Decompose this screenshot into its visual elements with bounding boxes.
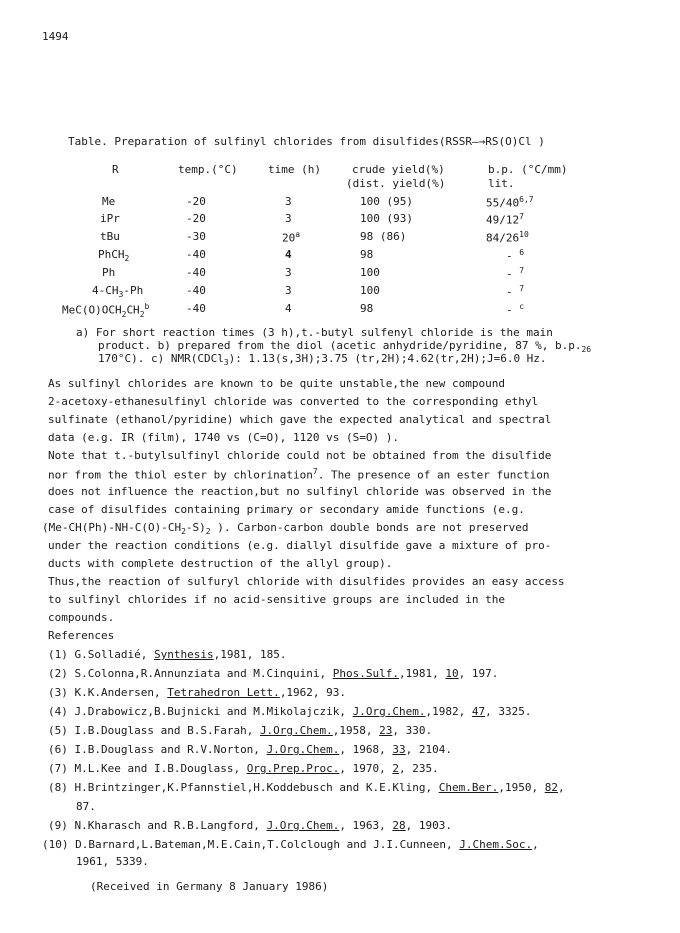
cell-temp: -40 bbox=[186, 302, 206, 315]
reference-item: (4) J.Drabowicz,B.Bujnicki and M.Mikolajczik, J.Org.Chem.,1982, 47, 3325. bbox=[48, 705, 532, 718]
cell-temp: -20 bbox=[186, 195, 206, 208]
cell-yield: 100 bbox=[360, 266, 380, 279]
cell-bp: - $^6$ bbox=[506, 248, 525, 263]
cell-r: $MeC(O)OCH_2CH_2^b$ bbox=[62, 302, 150, 319]
header-r: R bbox=[112, 163, 119, 176]
reference-item: (10) D.Barnard,L.Bateman,M.E.Cain,T.Colclough and J.I.Cunneen, J.Chem.Soc., bbox=[42, 838, 539, 851]
cell-bp: - $^7$ bbox=[506, 284, 525, 299]
body-line: ducts with complete destruction of the allyl group). bbox=[48, 557, 393, 570]
body-line: under the reaction conditions (e.g. diallyl disulfide gave a mixture of pro- bbox=[48, 539, 552, 552]
body-line: compounds. bbox=[48, 611, 115, 624]
body-line: $(Me-CH(Ph)-NH-C(O)-CH_2-S)_2$ ). Carbon-carbon double bonds are not preserved bbox=[42, 521, 529, 537]
page-number: 1494 bbox=[42, 30, 69, 43]
body-line: As sulfinyl chlorides are known to be quite unstable,the new compound bbox=[48, 377, 505, 390]
cell-r: $4-CH_3-Ph$ bbox=[92, 284, 144, 300]
cell-bp: $49/12^7$ bbox=[486, 212, 524, 227]
cell-time: 4 bbox=[285, 248, 292, 261]
cell-yield: 100 (93) bbox=[360, 212, 413, 225]
body-line: Thus,the reaction of sulfuryl chloride with disulfides provides an easy access bbox=[48, 575, 565, 588]
cell-yield: 100 bbox=[360, 284, 380, 297]
header-bp: b.p. (°C/mm) bbox=[488, 163, 568, 176]
reference-item: (2) S.Colonna,R.Annunziata and M.Cinquini, Phos.Sulf.,1981, 10, 197. bbox=[48, 667, 499, 680]
cell-temp: -30 bbox=[186, 230, 206, 243]
body-line: data (e.g. IR (film), 1740 vs (C=O), 1120 vs (S=O) ). bbox=[48, 431, 399, 444]
cell-yield: 98 bbox=[360, 248, 374, 261]
cell-temp: -40 bbox=[186, 266, 206, 279]
body-line: case of disulfides containing primary or secondary amide functions (e.g. bbox=[48, 503, 525, 516]
body-line: does not influence the reaction,but no sulfinyl chloride was observed in the bbox=[48, 485, 552, 498]
header-temp: temp.(°C) bbox=[178, 163, 238, 176]
table-caption: Table. Preparation of sulfinyl chlorides from disulfides(RSSR—→RS(O)Cl ) bbox=[68, 135, 545, 148]
body-line: Note that t.-butylsulfinyl chloride could not be obtained from the disulfide bbox=[48, 449, 552, 462]
reference-item: (7) M.L.Kee and I.B.Douglass, Org.Prep.Proc., 1970, 2, 235. bbox=[48, 762, 439, 775]
reference-item: (3) K.K.Andersen, Tetrahedron Lett.,1962, 93. bbox=[48, 686, 347, 699]
cell-r: iPr bbox=[100, 212, 120, 225]
header-yield-dist: (dist. yield(%) bbox=[346, 177, 446, 190]
cell-temp: -20 bbox=[186, 212, 206, 225]
reference-item: (8) H.Brintzinger,K.Pfannstiel,H.Koddebusch and K.E.Kling, Chem.Ber.,1950, 82, bbox=[48, 781, 565, 794]
cell-bp: - $^7$ bbox=[506, 266, 525, 281]
references-heading: References bbox=[48, 629, 115, 642]
footnote-line: product. b) prepared from the diol (acetic anhydride/pyridine, 87 %, $b.p._{26}$ bbox=[98, 339, 592, 355]
received-date: (Received in Germany 8 January 1986) bbox=[90, 880, 329, 893]
cell-yield: 100 (95) bbox=[360, 195, 413, 208]
cell-bp: $84/26^{10}$ bbox=[486, 230, 529, 245]
header-time: time (h) bbox=[268, 163, 321, 176]
cell-time: 3 bbox=[285, 212, 292, 225]
cell-bp: - $^c$ bbox=[506, 302, 525, 317]
reference-item: (5) I.B.Douglass and B.S.Farah, J.Org.Chem.,1958, 23, 330. bbox=[48, 724, 433, 737]
cell-time: 4 bbox=[285, 302, 292, 315]
cell-time: 3 bbox=[285, 195, 292, 208]
cell-bp: 55/40$^{6,7}$ bbox=[486, 195, 534, 210]
header-yield: crude yield(%) bbox=[352, 163, 445, 176]
reference-continuation: 87. bbox=[76, 800, 96, 813]
reference-item: (6) I.B.Douglass and R.V.Norton, J.Org.Chem., 1968, 33, 2104. bbox=[48, 743, 453, 756]
cell-time: 3 bbox=[285, 284, 292, 297]
cell-time: 3 bbox=[285, 266, 292, 279]
header-bp-lit: lit. bbox=[488, 177, 515, 190]
cell-r: Ph bbox=[102, 266, 116, 279]
body-line: 2-acetoxy-ethanesulfinyl chloride was converted to the corresponding ethyl bbox=[48, 395, 539, 408]
cell-temp: -40 bbox=[186, 248, 206, 261]
cell-r: Me bbox=[102, 195, 116, 208]
cell-r: PhCH$_2$ bbox=[98, 248, 130, 264]
body-line: nor from the thiol ester by chlorination$^7$. The presence of an ester function bbox=[48, 467, 550, 482]
reference-item: (9) N.Kharasch and R.B.Langford, J.Org.Chem., 1963, 28, 1903. bbox=[48, 819, 453, 832]
cell-yield: 98 bbox=[360, 302, 374, 315]
reference-continuation: 1961, 5339. bbox=[76, 855, 149, 868]
cell-r: tBu bbox=[100, 230, 120, 243]
cell-yield: 98 (86) bbox=[360, 230, 407, 243]
reference-item: (1) G.Solladié, Synthesis,1981, 185. bbox=[48, 648, 287, 661]
body-line: sulfinate (ethanol/pyridine) which gave the expected analytical and spectral bbox=[48, 413, 552, 426]
footnote-line: 170°C). c) NMR(CDCl$_3$): 1.13(s,3H);3.75 (tr,2H);4.62(tr,2H);J=6.0 Hz. bbox=[98, 352, 547, 368]
footnote-line: a) For short reaction times (3 h),t.-butyl sulfenyl chloride is the main bbox=[76, 326, 553, 339]
body-line: to sulfinyl chlorides if no acid-sensitive groups are included in the bbox=[48, 593, 505, 606]
cell-time: 20$^a$ bbox=[282, 230, 301, 245]
cell-temp: -40 bbox=[186, 284, 206, 297]
